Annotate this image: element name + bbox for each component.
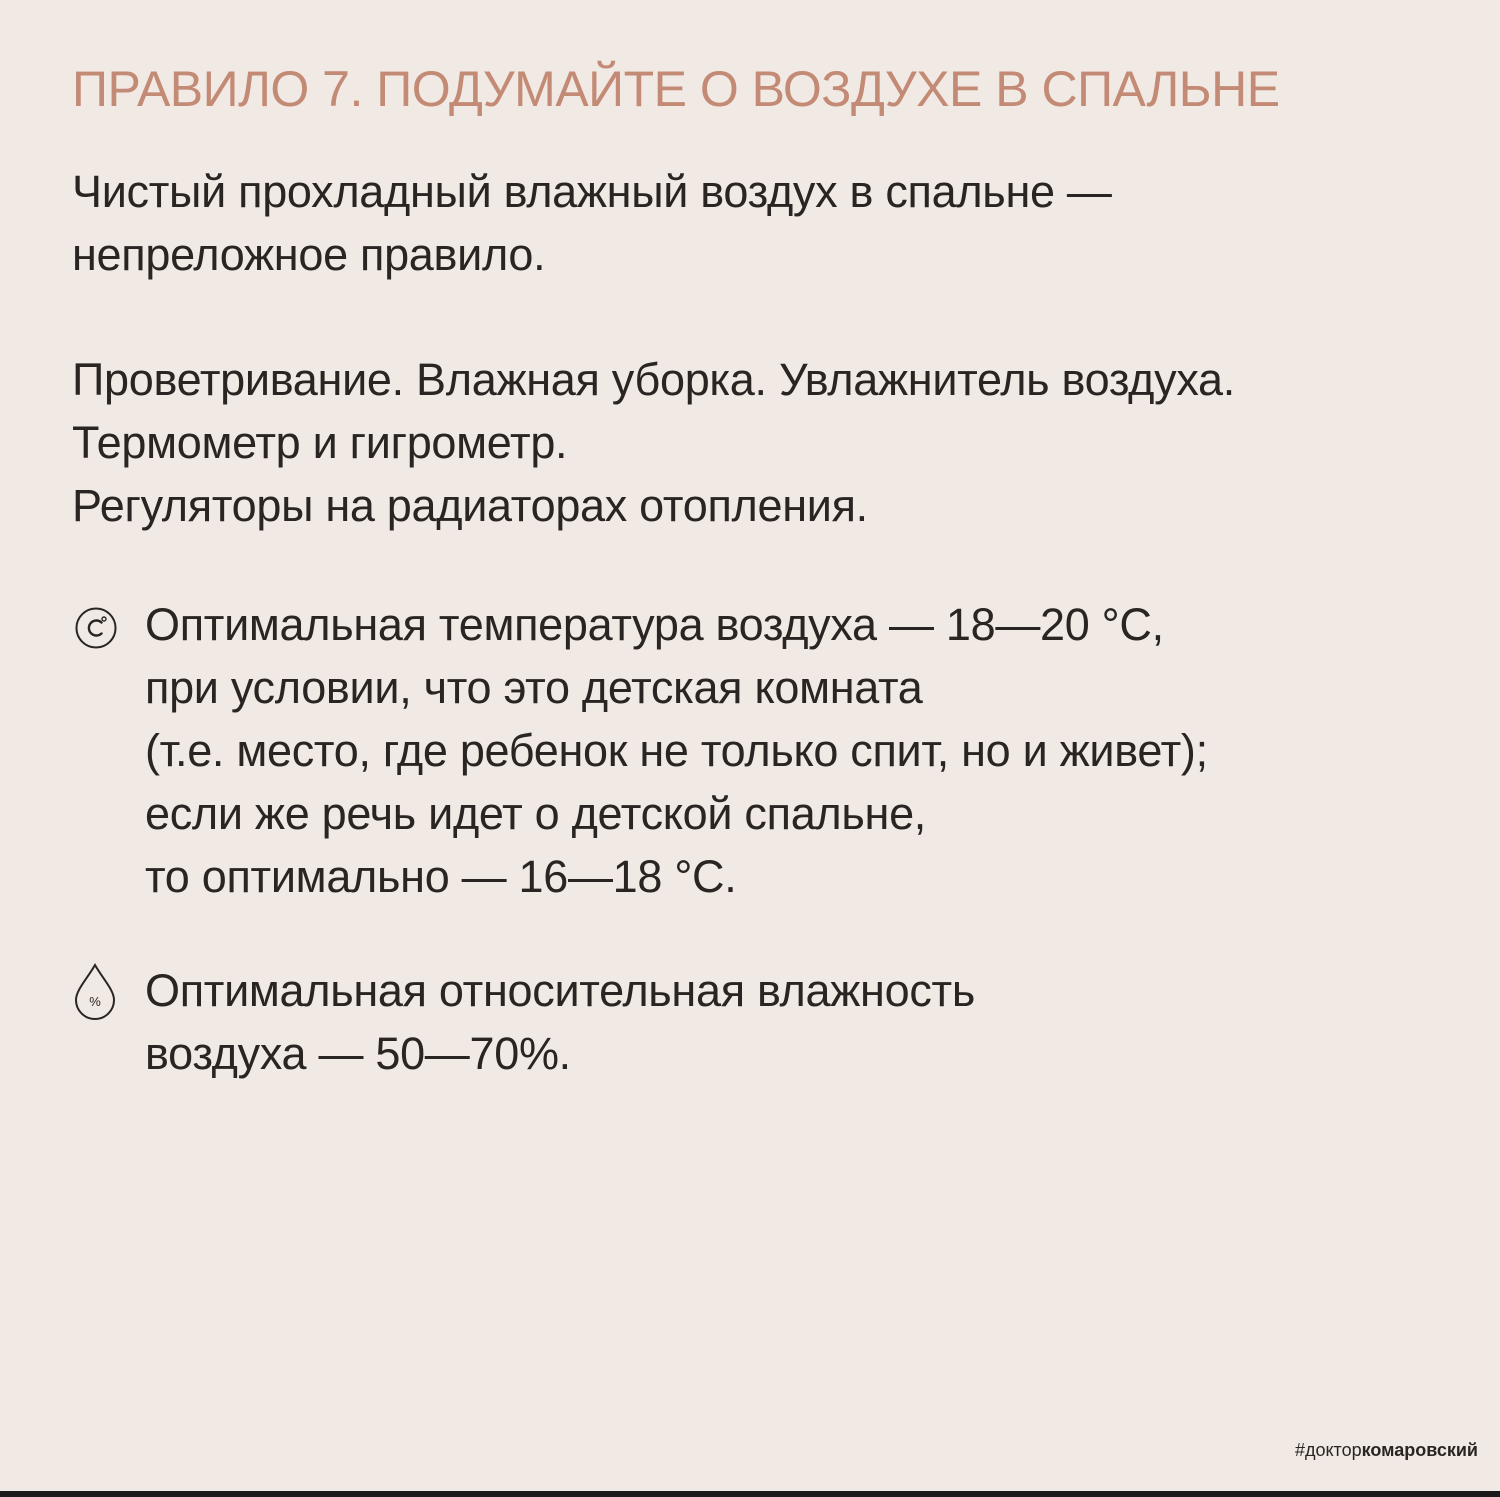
temperature-line: Оптимальная температура воздуха — 18—20 °С, xyxy=(145,599,1164,650)
hashtag-brand: комаровский xyxy=(1361,1440,1478,1460)
humidity-line: воздуха — 50—70%. xyxy=(145,1028,571,1079)
humidity-drop-icon xyxy=(70,962,120,1020)
temperature-line: если же речь идет о детской спальне, xyxy=(145,788,927,839)
humidity-line: Оптимальная относительная влажность xyxy=(145,965,975,1016)
temperature-block xyxy=(145,593,1208,908)
page-title: ПРАВИЛО 7. ПОДУМАЙТЕ О ВОЗДУХЕ В СПАЛЬНЕ xyxy=(72,61,1280,117)
humidity-block xyxy=(145,959,975,1085)
measures-line: Проветривание. Влажная уборка. Увлажнитель воздуха. xyxy=(72,354,1235,405)
measures-line: Термометр и гигрометр. xyxy=(72,417,568,468)
intro-line: Чистый прохладный влажный воздух в спальне — xyxy=(72,166,1112,217)
percent-symbol: % xyxy=(89,994,101,1009)
temperature-line: то оптимально — 16—18 °С. xyxy=(145,851,737,902)
thermometer-celsius-icon xyxy=(74,606,118,650)
intro-line: непреложное правило. xyxy=(72,229,546,280)
temperature-line: при условии, что это детская комната xyxy=(145,662,923,713)
intro-paragraph xyxy=(72,160,1112,286)
measures-line: Регуляторы на радиаторах отопления. xyxy=(72,480,868,531)
temperature-line: (т.е. место, где ребенок не только спит, но и живет); xyxy=(145,725,1208,776)
hashtag-prefix: #доктор xyxy=(1294,1440,1362,1460)
hashtag xyxy=(1295,1440,1478,1461)
measures-paragraph xyxy=(72,348,1235,537)
